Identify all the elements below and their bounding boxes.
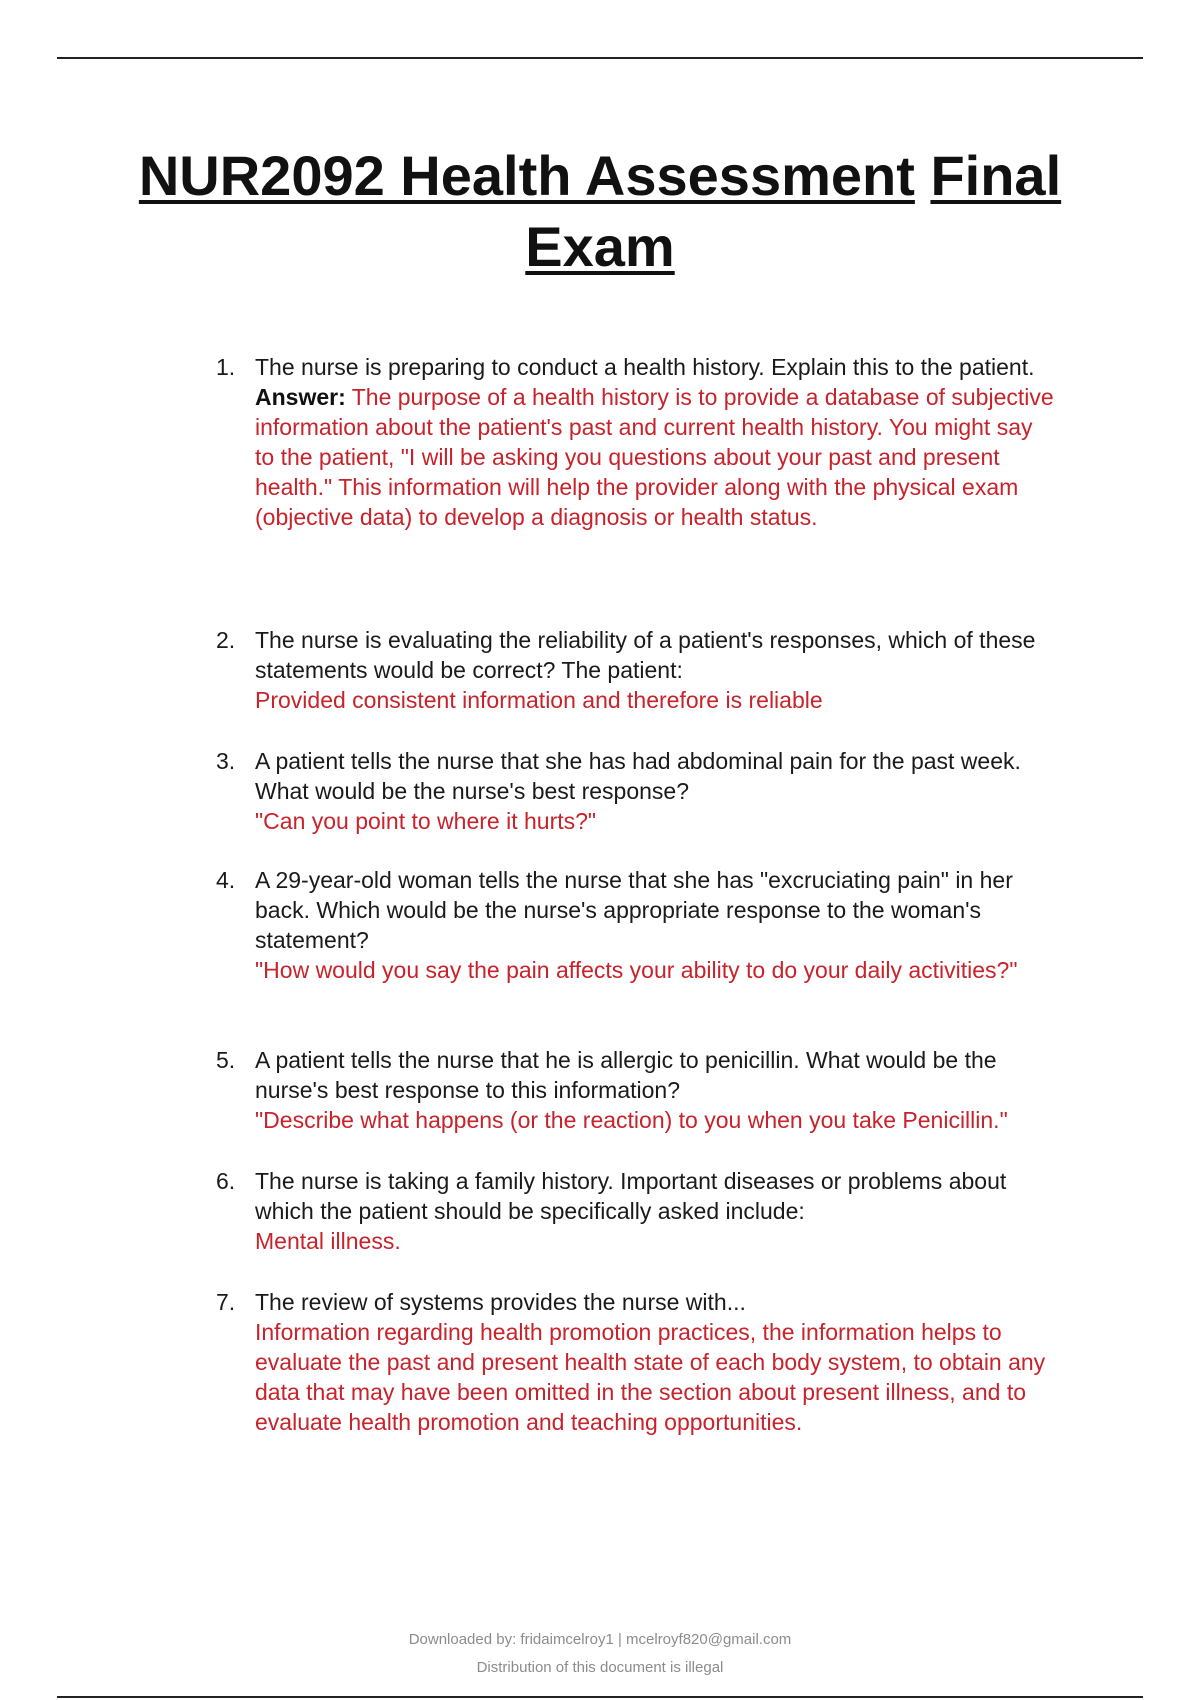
question-text: A patient tells the nurse that he is allergic to penicillin. What would be the nurse's best response to this information? bbox=[255, 1047, 997, 1103]
answer-text: The purpose of a health history is to provide a database of subjective information about the patient's past and current health history. You might say to the patient, "I will be asking you questions about your past and present health." This information will help the provider along with the physical exam (objective data) to develop a diagnosis or health status. bbox=[255, 384, 1054, 530]
question-number: 3. bbox=[216, 748, 236, 774]
top-rule bbox=[57, 57, 1143, 59]
question-number: 7. bbox=[216, 1289, 236, 1315]
title-part-1: NUR2092 Health Assessment bbox=[138, 144, 915, 207]
bottom-rule bbox=[57, 1696, 1143, 1698]
question-item-5 bbox=[200, 1045, 1060, 1135]
question-text: A patient tells the nurse that she has had abdominal pain for the past week. What would be the nurse's best response? bbox=[255, 748, 1021, 804]
answer-text: Provided consistent information and therefore is reliable bbox=[255, 687, 823, 713]
title-part-2: Final bbox=[930, 144, 1062, 207]
question-item-2 bbox=[200, 625, 1060, 715]
answer-text: "Can you point to where it hurts?" bbox=[255, 808, 597, 834]
footer-distribution-notice: Distribution of this document is illegal bbox=[476, 1659, 724, 1676]
question-text: The nurse is evaluating the reliability of a patient's responses, which of these statements would be correct? The patient: bbox=[255, 627, 1036, 683]
question-item-6 bbox=[200, 1166, 1060, 1256]
question-text: The nurse is taking a family history. Important diseases or problems about which the patient should be specifically asked include: bbox=[255, 1168, 1007, 1224]
question-text: The nurse is preparing to conduct a health history. Explain this to the patient. bbox=[255, 354, 1035, 380]
document-title bbox=[90, 140, 1110, 282]
question-number: 6. bbox=[216, 1168, 236, 1194]
answer-text: Mental illness. bbox=[255, 1228, 401, 1254]
question-number: 1. bbox=[216, 354, 236, 380]
question-number: 5. bbox=[216, 1047, 236, 1073]
answer-text: Information regarding health promotion practices, the information helps to evaluate the past and present health state of each body system, to obtain any data that may have been omitted in the section about present illness, and to evaluate health promotion and teaching opportunities. bbox=[255, 1319, 1046, 1435]
question-number: 2. bbox=[216, 627, 236, 653]
question-number: 4. bbox=[216, 867, 236, 893]
title-part-3: Exam bbox=[525, 215, 675, 278]
question-item-3 bbox=[200, 746, 1060, 836]
footer-downloaded-by: Downloaded by: fridaimcelroy1 | mcelroyf820@gmail.com bbox=[408, 1631, 792, 1648]
question-item-7 bbox=[200, 1287, 1060, 1437]
question-item-4 bbox=[200, 865, 1060, 985]
question-text: A 29-year-old woman tells the nurse that she has "excruciating pain" in her back. Which would be the nurse's appropriate response to the woman's statement? bbox=[255, 867, 1013, 953]
question-text: The review of systems provides the nurse with... bbox=[255, 1289, 746, 1315]
answer-text: "Describe what happens (or the reaction) to you when you take Penicillin." bbox=[255, 1107, 1008, 1133]
answer-label: Answer: bbox=[255, 384, 346, 410]
answer-text: "How would you say the pain affects your ability to do your daily activities?" bbox=[255, 957, 1018, 983]
question-item-1 bbox=[200, 352, 1060, 532]
